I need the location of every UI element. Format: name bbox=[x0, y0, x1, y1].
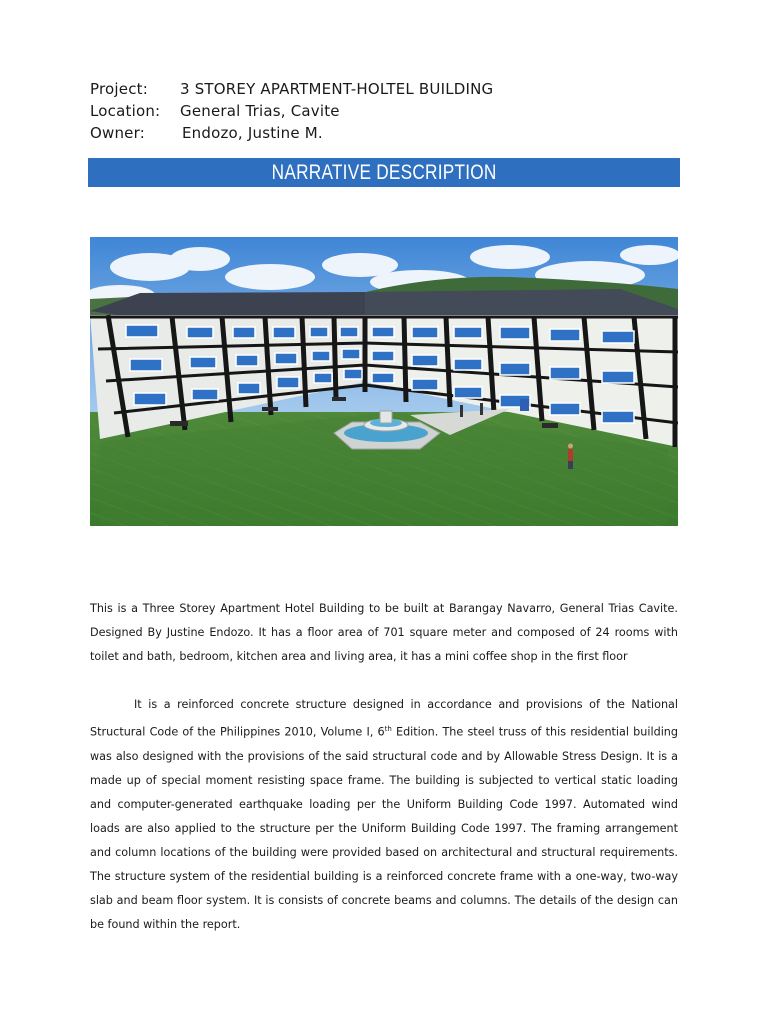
paragraph-2-text-a: It is a reinforced concrete structure designed in accordance and provisions of the National Structural Code of the Philippines 2010, Volume I, 6 bbox=[90, 698, 678, 739]
edition-superscript: th bbox=[384, 725, 392, 734]
project-line bbox=[90, 78, 493, 100]
building-rendering-image bbox=[90, 237, 678, 526]
location-line bbox=[90, 100, 340, 122]
location-label: Location: bbox=[90, 102, 161, 120]
owner-line bbox=[90, 122, 323, 144]
description-paragraph-2 bbox=[90, 693, 678, 937]
project-value: 3 STOREY APARTMENT-HOLTEL BUILDING bbox=[180, 80, 494, 98]
owner-value: Endozo, Justine M. bbox=[182, 124, 323, 142]
description-paragraph-1: This is a Three Storey Apartment Hotel Building to be built at Barangay Navarro, General Trias Cavite. Designed By Justine Endozo. It has a floor area of 701 square meter and composed of 24 rooms with toilet and bath, bedroom, kitchen area and living area, it has a mini coffee shop in the first floor bbox=[90, 602, 678, 664]
section-title: NARRATIVE DESCRIPTION bbox=[271, 161, 497, 184]
project-label: Project: bbox=[90, 80, 148, 98]
paragraph-2-text-b: Edition. The steel truss of this residential building was also designed with the provisions of the said structural code and by Allowable Stress Design. It is a made up of special moment resisting space frame. The building is subjected to vertical static loading and computer-generated earthquake loading per the Uniform Building Code 1997. Automated wind loads are also applied to the structure per the Uniform Building Code 1997. The framing arrangement and column locations of the building were provided based on architectural and structural requirements. The structure system of the residential building is a reinforced concrete frame with a one-way, two-way slab and beam floor system. It is consists of concrete beams and columns. The details of the design can be found within the report. bbox=[90, 725, 678, 931]
location-value: General Trias, Cavite bbox=[180, 102, 340, 120]
section-banner bbox=[88, 158, 680, 187]
owner-label: Owner: bbox=[90, 124, 145, 142]
